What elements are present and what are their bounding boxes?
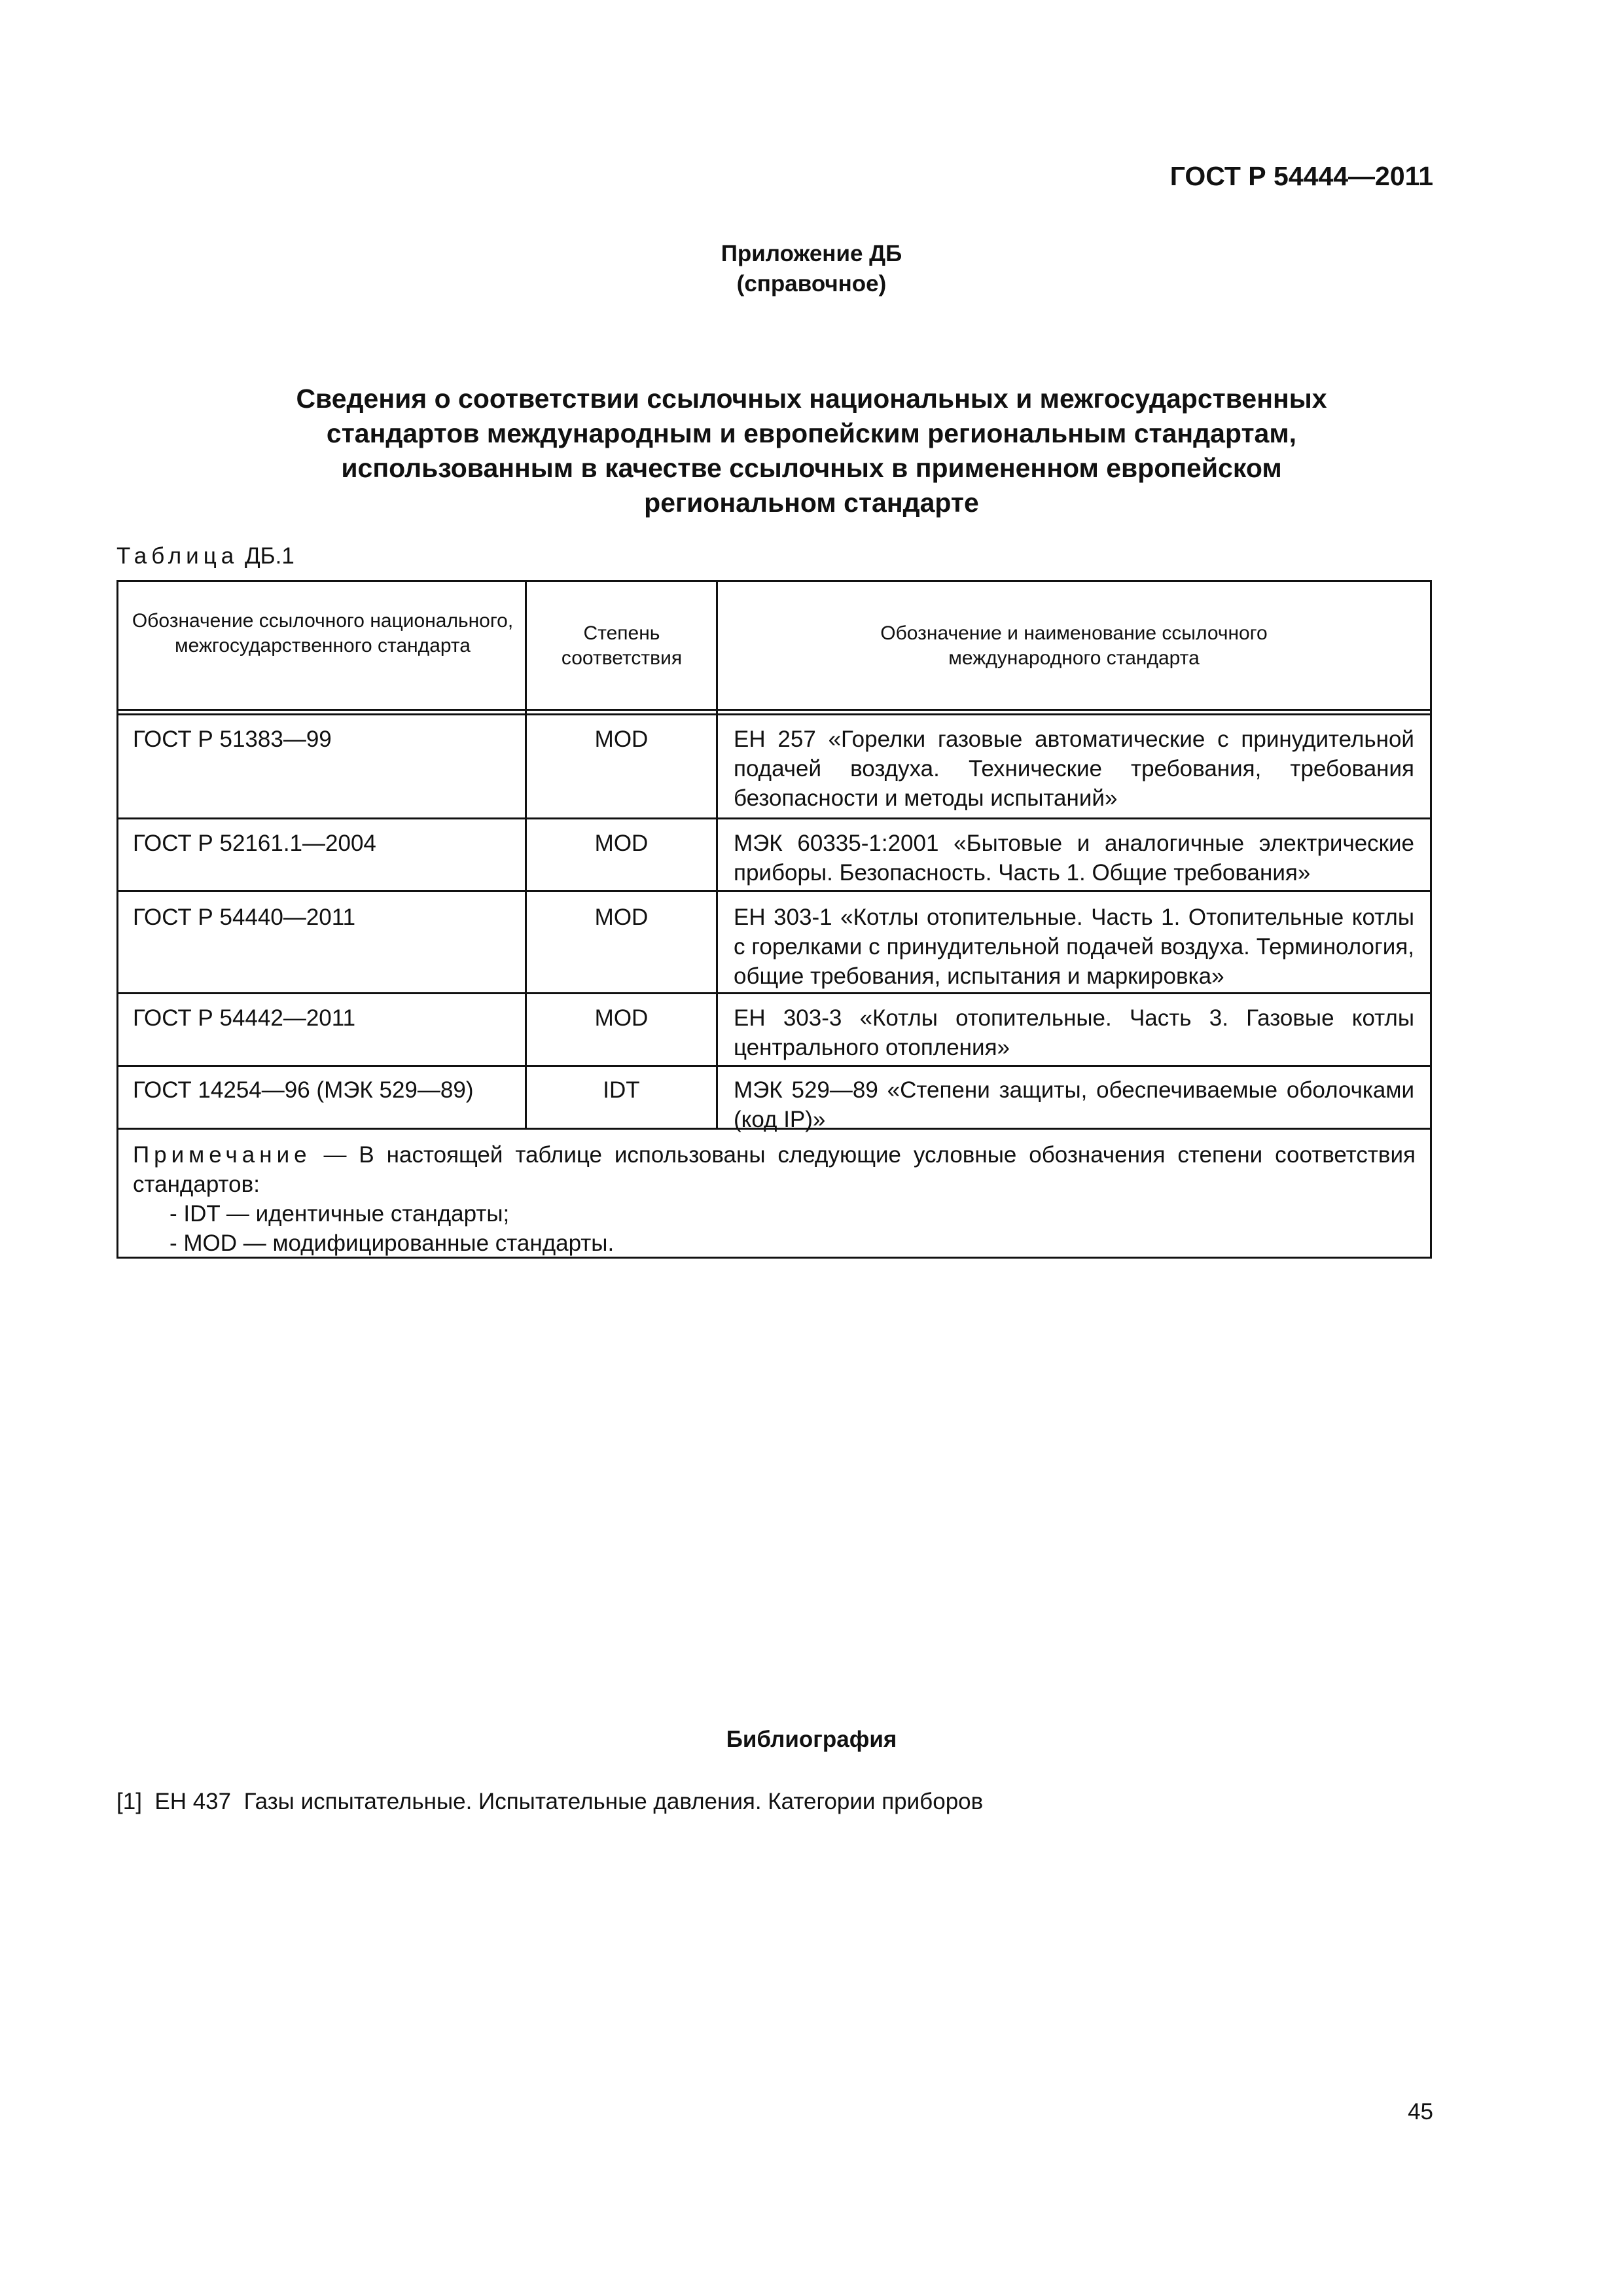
title-line: региональном стандарте xyxy=(644,488,979,518)
title-line: использованным в качестве ссылочных в примененном европейском xyxy=(341,453,1282,483)
cell-degree: MOD xyxy=(594,831,649,856)
note-item: - IDT — идентичные стандарты; xyxy=(169,1201,510,1227)
table-label-word: Таблица xyxy=(116,543,239,569)
bibliography-title: Библиография xyxy=(726,1727,897,1752)
document-id: ГОСТ Р 54444—2011 xyxy=(1169,161,1433,191)
table-label-number: ДБ.1 xyxy=(244,543,294,569)
col-divider xyxy=(716,582,718,1128)
cell-national: ГОСТ Р 51383—99 xyxy=(133,726,332,752)
note-text: — В настоящей таблице использованы следующие условные обозначения степени соответствия стандартов: xyxy=(133,1142,1416,1197)
cell-national: ГОСТ Р 54440—2011 xyxy=(133,905,356,930)
cell-international: МЭК 529—89 «Степени защиты, обеспечиваемые оболочками (код IP)» xyxy=(734,1077,1414,1132)
header-international: Обозначение и наименование ссылочного международного стандарта xyxy=(880,622,1268,669)
cell-international: ЕН 303-3 «Котлы отопительные. Часть 3. Газовые котлы центрального отопления» xyxy=(734,1005,1414,1060)
page-number: 45 xyxy=(1408,2099,1433,2125)
table-label xyxy=(116,543,294,569)
cell-degree: MOD xyxy=(594,726,649,752)
cell-international: ЕН 303-1 «Котлы отопительные. Часть 1. Отопительные котлы с горелками с принудительной подачей воздуха. Терминология, общие требования, испытания и маркировка» xyxy=(734,905,1414,989)
cell-international: ЕН 257 «Горелки газовые автоматические с принудительной подачей воздуха. Технические требования, требования безопасности и методы испытаний» xyxy=(734,726,1414,811)
cell-national: ГОСТ 14254—96 (МЭК 529—89) xyxy=(133,1077,474,1103)
title-line: Сведения о соответствии ссылочных национальных и межгосударственных xyxy=(296,384,1327,414)
note-item: - MOD — модифицированные стандарты. xyxy=(169,1230,615,1256)
header-divider xyxy=(118,709,1430,711)
appendix-type: (справочное) xyxy=(736,271,887,296)
bibliography-item xyxy=(116,1789,983,1815)
cell-degree: MOD xyxy=(594,905,649,930)
header-national: Обозначение ссылочного национального, межгосударственного стандарта xyxy=(132,610,514,656)
row-divider xyxy=(118,1065,1430,1067)
bibliography-item-code: ЕН 437 xyxy=(154,1789,232,1814)
bibliography-item-text: Газы испытательные. Испытательные давления. Категории приборов xyxy=(243,1789,984,1814)
section-title xyxy=(157,382,1466,520)
table-note xyxy=(133,1140,1416,1199)
title-line: стандартов международным и европейским региональным стандартам, xyxy=(326,418,1297,448)
cell-degree: IDT xyxy=(603,1077,640,1103)
appendix-label: Приложение ДБ xyxy=(721,241,902,266)
standards-table xyxy=(116,580,1432,1259)
header-divider xyxy=(118,713,1430,715)
cell-international: МЭК 60335-1:2001 «Бытовые и аналогичные электрические приборы. Безопасность. Часть 1. Общие требования» xyxy=(734,831,1414,886)
bibliography-item-number: [1] xyxy=(116,1789,142,1814)
row-divider xyxy=(118,890,1430,892)
note-label: Примечание xyxy=(133,1142,312,1168)
row-divider xyxy=(118,817,1430,819)
cell-degree: MOD xyxy=(594,1005,649,1031)
appendix-heading xyxy=(0,239,1623,299)
row-divider xyxy=(118,992,1430,994)
cell-national: ГОСТ Р 52161.1—2004 xyxy=(133,831,376,856)
header-degree: Степень соответствия xyxy=(561,622,683,669)
cell-national: ГОСТ Р 54442—2011 xyxy=(133,1005,356,1031)
